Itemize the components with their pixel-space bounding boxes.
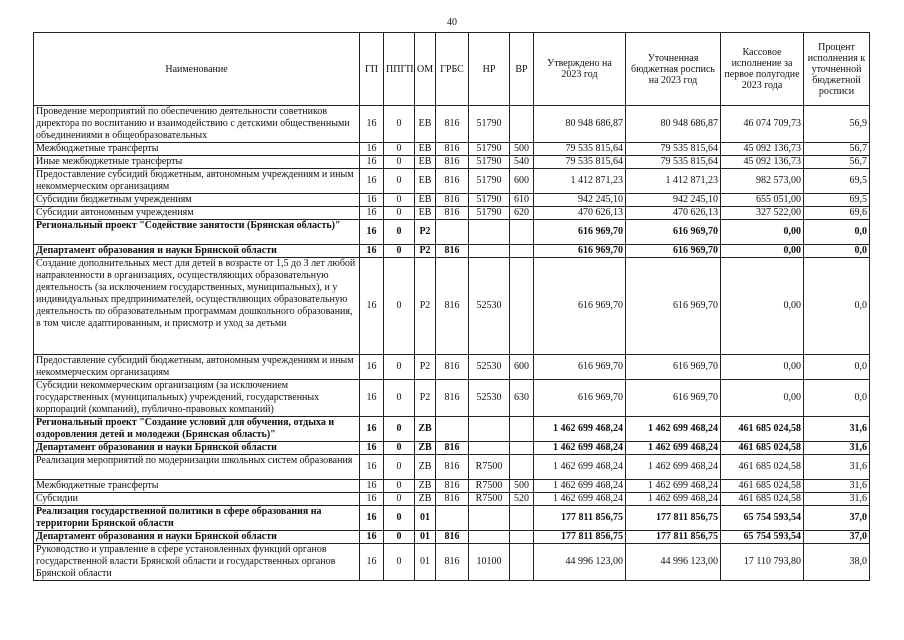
cell-vr <box>510 455 534 480</box>
header-percent: Процент исполнения к уточненной бюджетной росписи <box>804 33 870 106</box>
cell-vr <box>510 245 534 258</box>
cell-cash: 461 685 024,58 <box>721 480 804 493</box>
cell-name: Департамент образования и науки Брянской области <box>34 442 360 455</box>
table-row <box>34 156 870 169</box>
cell-vr <box>510 506 534 531</box>
cell-gp: 16 <box>360 355 384 380</box>
cell-om: ZB <box>415 455 436 480</box>
cell-ppgp: 0 <box>384 245 415 258</box>
cell-name: Региональный проект "Содействие занятости (Брянская область)" <box>34 220 360 245</box>
cell-ppgp: 0 <box>384 258 415 355</box>
cell-name: Предоставление субсидий бюджетным, автономным учреждениям и иным некоммерческим организациям <box>34 169 360 194</box>
cell-refined: 942 245,10 <box>626 194 721 207</box>
cell-grbs <box>436 220 469 245</box>
cell-grbs: 816 <box>436 531 469 544</box>
table-row <box>34 417 870 442</box>
cell-grbs: 816 <box>436 544 469 581</box>
cell-np: 51790 <box>469 169 510 194</box>
table-row <box>34 245 870 258</box>
header-row <box>34 33 870 106</box>
cell-ppgp: 0 <box>384 455 415 480</box>
cell-name: Департамент образования и науки Брянской области <box>34 245 360 258</box>
budget-table <box>33 32 870 581</box>
cell-vr: 500 <box>510 143 534 156</box>
cell-name: Реализация государственной политики в сфере образования на территории Брянской области <box>34 506 360 531</box>
table-row <box>34 442 870 455</box>
cell-vr <box>510 220 534 245</box>
cell-ppgp: 0 <box>384 194 415 207</box>
cell-vr: 540 <box>510 156 534 169</box>
cell-percent: 0,0 <box>804 380 870 417</box>
cell-refined: 177 811 856,75 <box>626 531 721 544</box>
cell-approved: 177 811 856,75 <box>534 506 626 531</box>
cell-np <box>469 531 510 544</box>
cell-np: 51790 <box>469 156 510 169</box>
cell-refined: 1 412 871,23 <box>626 169 721 194</box>
cell-refined: 79 535 815,64 <box>626 143 721 156</box>
cell-ppgp: 0 <box>384 531 415 544</box>
cell-approved: 616 969,70 <box>534 380 626 417</box>
cell-np: 52530 <box>469 380 510 417</box>
cell-percent: 69,5 <box>804 169 870 194</box>
cell-cash: 655 051,00 <box>721 194 804 207</box>
cell-gp: 16 <box>360 531 384 544</box>
cell-grbs: 816 <box>436 480 469 493</box>
cell-percent: 38,0 <box>804 544 870 581</box>
cell-approved: 942 245,10 <box>534 194 626 207</box>
cell-percent: 31,6 <box>804 480 870 493</box>
cell-refined: 1 462 699 468,24 <box>626 480 721 493</box>
cell-om: ЕВ <box>415 169 436 194</box>
cell-grbs: 816 <box>436 156 469 169</box>
cell-np <box>469 506 510 531</box>
cell-vr: 610 <box>510 194 534 207</box>
cell-ppgp: 0 <box>384 106 415 143</box>
header-approved: Утверждено на 2023 год <box>534 33 626 106</box>
cell-name: Межбюджетные трансферты <box>34 143 360 156</box>
cell-np: R7500 <box>469 455 510 480</box>
table-row <box>34 143 870 156</box>
table-row <box>34 169 870 194</box>
cell-cash: 0,00 <box>721 258 804 355</box>
table-row <box>34 220 870 245</box>
cell-ppgp: 0 <box>384 169 415 194</box>
cell-ppgp: 0 <box>384 506 415 531</box>
cell-name: Руководство и управление в сфере установленных функций органов государственной власти Брянской области и государственных органов Брянской области <box>34 544 360 581</box>
cell-approved: 80 948 686,87 <box>534 106 626 143</box>
cell-gp: 16 <box>360 442 384 455</box>
cell-vr: 500 <box>510 480 534 493</box>
cell-percent: 31,6 <box>804 455 870 480</box>
header-refined: Уточненная бюджетная роспись на 2023 год <box>626 33 721 106</box>
cell-refined: 80 948 686,87 <box>626 106 721 143</box>
cell-ppgp: 0 <box>384 207 415 220</box>
cell-cash: 17 110 793,80 <box>721 544 804 581</box>
cell-np: 10100 <box>469 544 510 581</box>
cell-cash: 65 754 593,54 <box>721 506 804 531</box>
cell-approved: 616 969,70 <box>534 355 626 380</box>
cell-gp: 16 <box>360 417 384 442</box>
cell-grbs: 816 <box>436 355 469 380</box>
cell-refined: 79 535 815,64 <box>626 156 721 169</box>
cell-om: Р2 <box>415 258 436 355</box>
cell-cash: 0,00 <box>721 380 804 417</box>
cell-om: ЕВ <box>415 106 436 143</box>
cell-approved: 79 535 815,64 <box>534 143 626 156</box>
cell-approved: 1 462 699 468,24 <box>534 455 626 480</box>
cell-gp: 16 <box>360 506 384 531</box>
cell-percent: 0,0 <box>804 258 870 355</box>
cell-np: R7500 <box>469 480 510 493</box>
cell-refined: 1 462 699 468,24 <box>626 493 721 506</box>
cell-percent: 56,9 <box>804 106 870 143</box>
cell-refined: 616 969,70 <box>626 258 721 355</box>
cell-gp: 16 <box>360 106 384 143</box>
cell-refined: 616 969,70 <box>626 380 721 417</box>
cell-vr: 520 <box>510 493 534 506</box>
cell-np <box>469 442 510 455</box>
cell-refined: 177 811 856,75 <box>626 506 721 531</box>
cell-gp: 16 <box>360 480 384 493</box>
cell-grbs: 816 <box>436 106 469 143</box>
cell-approved: 79 535 815,64 <box>534 156 626 169</box>
header-np: НР <box>469 33 510 106</box>
cell-percent: 37,0 <box>804 506 870 531</box>
cell-refined: 616 969,70 <box>626 355 721 380</box>
cell-om: Р2 <box>415 245 436 258</box>
cell-percent: 56,7 <box>804 156 870 169</box>
cell-gp: 16 <box>360 258 384 355</box>
cell-om: ЕВ <box>415 207 436 220</box>
cell-vr <box>510 544 534 581</box>
cell-vr: 600 <box>510 169 534 194</box>
cell-cash: 327 522,00 <box>721 207 804 220</box>
cell-vr: 600 <box>510 355 534 380</box>
cell-name: Реализация мероприятий по модернизации школьных систем образования <box>34 455 360 480</box>
cell-om: ZB <box>415 417 436 442</box>
table-row <box>34 544 870 581</box>
cell-vr <box>510 106 534 143</box>
cell-percent: 0,0 <box>804 220 870 245</box>
table-row <box>34 531 870 544</box>
cell-approved: 1 462 699 468,24 <box>534 442 626 455</box>
cell-refined: 44 996 123,00 <box>626 544 721 581</box>
table-row <box>34 194 870 207</box>
cell-approved: 177 811 856,75 <box>534 531 626 544</box>
table-row <box>34 380 870 417</box>
cell-gp: 16 <box>360 380 384 417</box>
cell-vr <box>510 417 534 442</box>
cell-refined: 1 462 699 468,24 <box>626 417 721 442</box>
cell-name: Субсидии некоммерческим организациям (за исключением государственных (муниципальных) учреждений, государственных корпораций (компаний), публично-правовых компаний) <box>34 380 360 417</box>
cell-om: ЕВ <box>415 194 436 207</box>
cell-gp: 16 <box>360 220 384 245</box>
cell-approved: 1 462 699 468,24 <box>534 493 626 506</box>
cell-percent: 31,6 <box>804 417 870 442</box>
cell-np: 51790 <box>469 143 510 156</box>
cell-percent: 0,0 <box>804 245 870 258</box>
cell-percent: 69,6 <box>804 207 870 220</box>
cell-grbs <box>436 506 469 531</box>
table-body <box>34 106 870 581</box>
cell-approved: 44 996 123,00 <box>534 544 626 581</box>
table-row <box>34 106 870 143</box>
cell-vr <box>510 531 534 544</box>
cell-name: Предоставление субсидий бюджетным, автономным учреждениям и иным некоммерческим организациям <box>34 355 360 380</box>
table-row <box>34 207 870 220</box>
cell-ppgp: 0 <box>384 143 415 156</box>
cell-cash: 461 685 024,58 <box>721 455 804 480</box>
cell-np: R7500 <box>469 493 510 506</box>
cell-grbs: 816 <box>436 380 469 417</box>
cell-cash: 0,00 <box>721 355 804 380</box>
cell-gp: 16 <box>360 245 384 258</box>
cell-name: Департамент образования и науки Брянской области <box>34 531 360 544</box>
cell-grbs: 816 <box>436 143 469 156</box>
table-row <box>34 506 870 531</box>
cell-om: ZB <box>415 442 436 455</box>
cell-name: Субсидии автономным учреждениям <box>34 207 360 220</box>
cell-om: ЕВ <box>415 156 436 169</box>
cell-approved: 470 626,13 <box>534 207 626 220</box>
cell-om: 01 <box>415 544 436 581</box>
cell-vr <box>510 442 534 455</box>
cell-approved: 616 969,70 <box>534 258 626 355</box>
cell-percent: 31,6 <box>804 442 870 455</box>
cell-cash: 461 685 024,58 <box>721 493 804 506</box>
table-row <box>34 493 870 506</box>
cell-om: 01 <box>415 506 436 531</box>
cell-np <box>469 417 510 442</box>
cell-name: Субсидии бюджетным учреждениям <box>34 194 360 207</box>
cell-grbs: 816 <box>436 493 469 506</box>
cell-grbs: 816 <box>436 245 469 258</box>
cell-approved: 1 412 871,23 <box>534 169 626 194</box>
cell-refined: 470 626,13 <box>626 207 721 220</box>
cell-approved: 1 462 699 468,24 <box>534 480 626 493</box>
cell-refined: 616 969,70 <box>626 245 721 258</box>
cell-approved: 616 969,70 <box>534 245 626 258</box>
cell-vr: 630 <box>510 380 534 417</box>
header-ppgp: ППГП <box>384 33 415 106</box>
cell-np <box>469 245 510 258</box>
cell-gp: 16 <box>360 493 384 506</box>
cell-np: 52530 <box>469 258 510 355</box>
cell-om: Р2 <box>415 220 436 245</box>
cell-percent: 0,0 <box>804 355 870 380</box>
cell-gp: 16 <box>360 194 384 207</box>
cell-gp: 16 <box>360 156 384 169</box>
cell-name: Иные межбюджетные трансферты <box>34 156 360 169</box>
cell-ppgp: 0 <box>384 417 415 442</box>
cell-ppgp: 0 <box>384 355 415 380</box>
cell-grbs <box>436 417 469 442</box>
cell-ppgp: 0 <box>384 493 415 506</box>
cell-grbs: 816 <box>436 169 469 194</box>
cell-np <box>469 220 510 245</box>
cell-om: Р2 <box>415 380 436 417</box>
table-row <box>34 355 870 380</box>
header-gp: ГП <box>360 33 384 106</box>
cell-cash: 0,00 <box>721 220 804 245</box>
cell-gp: 16 <box>360 143 384 156</box>
cell-percent: 69,5 <box>804 194 870 207</box>
cell-vr: 620 <box>510 207 534 220</box>
cell-name: Создание дополнительных мест для детей в возрасте от 1,5 до 3 лет любой направленности в организациях, осуществляющих образовательную деятельность (за исключением государственных, муниципальных), и у индивидуальных предпринимателей, осуществляющих образовательную деятельность по образовательным программам дошкольного образования, в том числе адаптированным, и присмотр и уход за детьми <box>34 258 360 355</box>
cell-cash: 0,00 <box>721 245 804 258</box>
cell-cash: 45 092 136,73 <box>721 143 804 156</box>
cell-gp: 16 <box>360 455 384 480</box>
cell-ppgp: 0 <box>384 544 415 581</box>
cell-name: Межбюджетные трансферты <box>34 480 360 493</box>
page-number: 40 <box>447 17 457 28</box>
cell-grbs: 816 <box>436 258 469 355</box>
cell-name: Региональный проект "Создание условий для обучения, отдыха и оздоровления детей и молодежи (Брянская область)" <box>34 417 360 442</box>
cell-grbs: 816 <box>436 455 469 480</box>
cell-refined: 1 462 699 468,24 <box>626 455 721 480</box>
cell-percent: 37,0 <box>804 531 870 544</box>
cell-om: Р2 <box>415 355 436 380</box>
cell-gp: 16 <box>360 544 384 581</box>
cell-cash: 461 685 024,58 <box>721 417 804 442</box>
table-row <box>34 455 870 480</box>
cell-gp: 16 <box>360 207 384 220</box>
cell-ppgp: 0 <box>384 480 415 493</box>
cell-om: ЕВ <box>415 143 436 156</box>
cell-grbs: 816 <box>436 207 469 220</box>
cell-om: ZB <box>415 480 436 493</box>
cell-np: 51790 <box>469 194 510 207</box>
cell-np: 52530 <box>469 355 510 380</box>
cell-cash: 461 685 024,58 <box>721 442 804 455</box>
cell-name: Субсидии <box>34 493 360 506</box>
cell-ppgp: 0 <box>384 220 415 245</box>
cell-vr <box>510 258 534 355</box>
cell-ppgp: 0 <box>384 380 415 417</box>
cell-om: 01 <box>415 531 436 544</box>
cell-cash: 45 092 136,73 <box>721 156 804 169</box>
cell-np: 51790 <box>469 207 510 220</box>
header-vr: ВР <box>510 33 534 106</box>
table-row <box>34 258 870 355</box>
cell-cash: 65 754 593,54 <box>721 531 804 544</box>
cell-grbs: 816 <box>436 442 469 455</box>
cell-refined: 1 462 699 468,24 <box>626 442 721 455</box>
cell-np: 51790 <box>469 106 510 143</box>
cell-percent: 31,6 <box>804 493 870 506</box>
cell-percent: 56,7 <box>804 143 870 156</box>
cell-approved: 1 462 699 468,24 <box>534 417 626 442</box>
header-om: ОМ <box>415 33 436 106</box>
cell-cash: 46 074 709,73 <box>721 106 804 143</box>
header-cash: Кассовое исполнение за первое полугодие 2023 года <box>721 33 804 106</box>
cell-cash: 982 573,00 <box>721 169 804 194</box>
cell-name: Проведение мероприятий по обеспечению деятельности советников директора по воспитанию и взаимодействию с детскими общественными объединениями в общеобразовательных <box>34 106 360 143</box>
header-name: Наименование <box>34 33 360 106</box>
cell-om: ZB <box>415 493 436 506</box>
cell-grbs: 816 <box>436 194 469 207</box>
header-grbs: ГРБС <box>436 33 469 106</box>
cell-ppgp: 0 <box>384 442 415 455</box>
cell-refined: 616 969,70 <box>626 220 721 245</box>
table-row <box>34 480 870 493</box>
cell-approved: 616 969,70 <box>534 220 626 245</box>
cell-gp: 16 <box>360 169 384 194</box>
cell-ppgp: 0 <box>384 156 415 169</box>
